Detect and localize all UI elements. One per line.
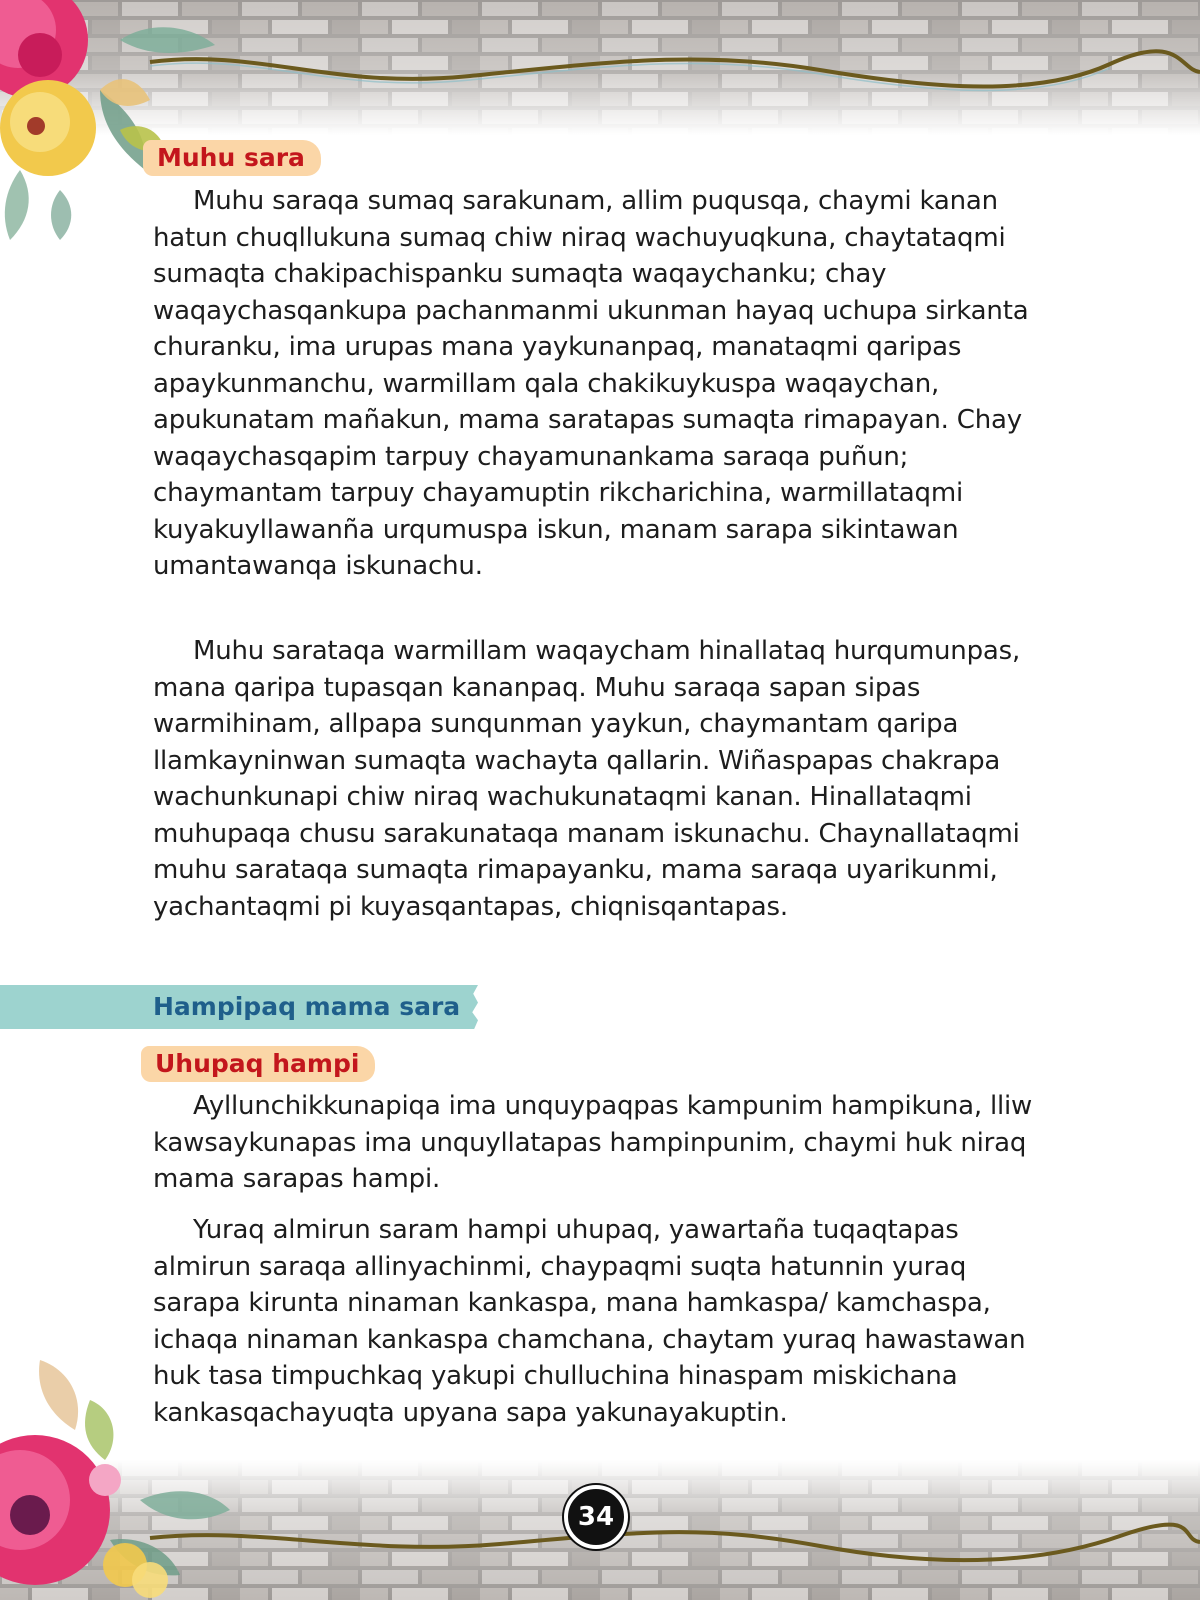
section-label-muhu-sara: Muhu sara <box>143 140 321 176</box>
paragraph-uhupaq-hampi-1: Ayllunchikkunapiqa ima unquypaqpas kampunim hampikuna, lliw kawsaykunapas ima unquyllatapas hampinpunim, chaymi huk niraq mama sarapas hampi. <box>153 1091 1033 1194</box>
section-label-uhupaq-hampi: Uhupaq hampi <box>141 1046 375 1082</box>
section-heading-hampipaq: Hampipaq mama sara <box>153 992 461 1021</box>
paragraph-muhu-sara-1: Muhu saraqa sumaq sarakunam, allim puqusqa, chaymi kanan hatun chuqllukuna sumaq chiw niraq wachuyuqkuna, chaytataqmi sumaqta chakipachispanku sumaqta waqaychanku; chay waqaychasqankupa pachanmanmi ukunman hayaq uchupa sirkanta churanku, ima urupas mana yaykunanpaq, manataqmi qaripas apaykunmanchu, warmillam qala chakikuykuspa waqaychan, apukunatam mañakun, mama saratapas sumaqta rimapayan. Chay waqaychasqapim tarpuy chayamunankama saraqa puñun; chaymantam tarpuy chayamuptin rikcharichina, warmillataqmi kuyakuyllawanña urqumuspa iskun, manam sarapa sikintawan umantawanqa iskunachu. <box>153 186 1029 581</box>
page-number: 34 <box>564 1485 628 1549</box>
paragraph-uhupaq-hampi-2: Yuraq almirun saram hampi uhupaq, yawartaña tuqaqtapas almirun saraqa allinyachinmi, chaypaqmi suqta hatunnin yuraq sarapa kirunta ninaman kankaspa, mana hamkaspa/ kamchaspa, ichaqa ninaman kankaspa chamchana, chaytam yuraq hawastawan huk tasa timpuchkaq yakupi chulluchina hinaspam miskichana kankasqachayuqta upyana sapa yakunayakuptin. <box>153 1215 1026 1428</box>
paragraph-muhu-sara-2: Muhu sarataqa warmillam waqaycham hinallataq hurqumunpas, mana qaripa tupasqan kananpaq. Muhu saraqa sapan sipas warmihinam, allpapa sunqunman yaykun, chaymantam qaripa llamkayninwan sumaqta wachayta qallarin. Wiñaspapas chakrapa wachunkunapi chiw niraq wachukunataqmi kanan. Hinallataqmi muhupaqa chusu sarakunataqa manam iskunachu. Chaynallataqmi muhu sarataqa sumaqta rimapayanku, mama saraqa uyarikunmi, yachantaqmi pi kuyasqantapas, chiqnisqantapas. <box>153 636 1021 922</box>
